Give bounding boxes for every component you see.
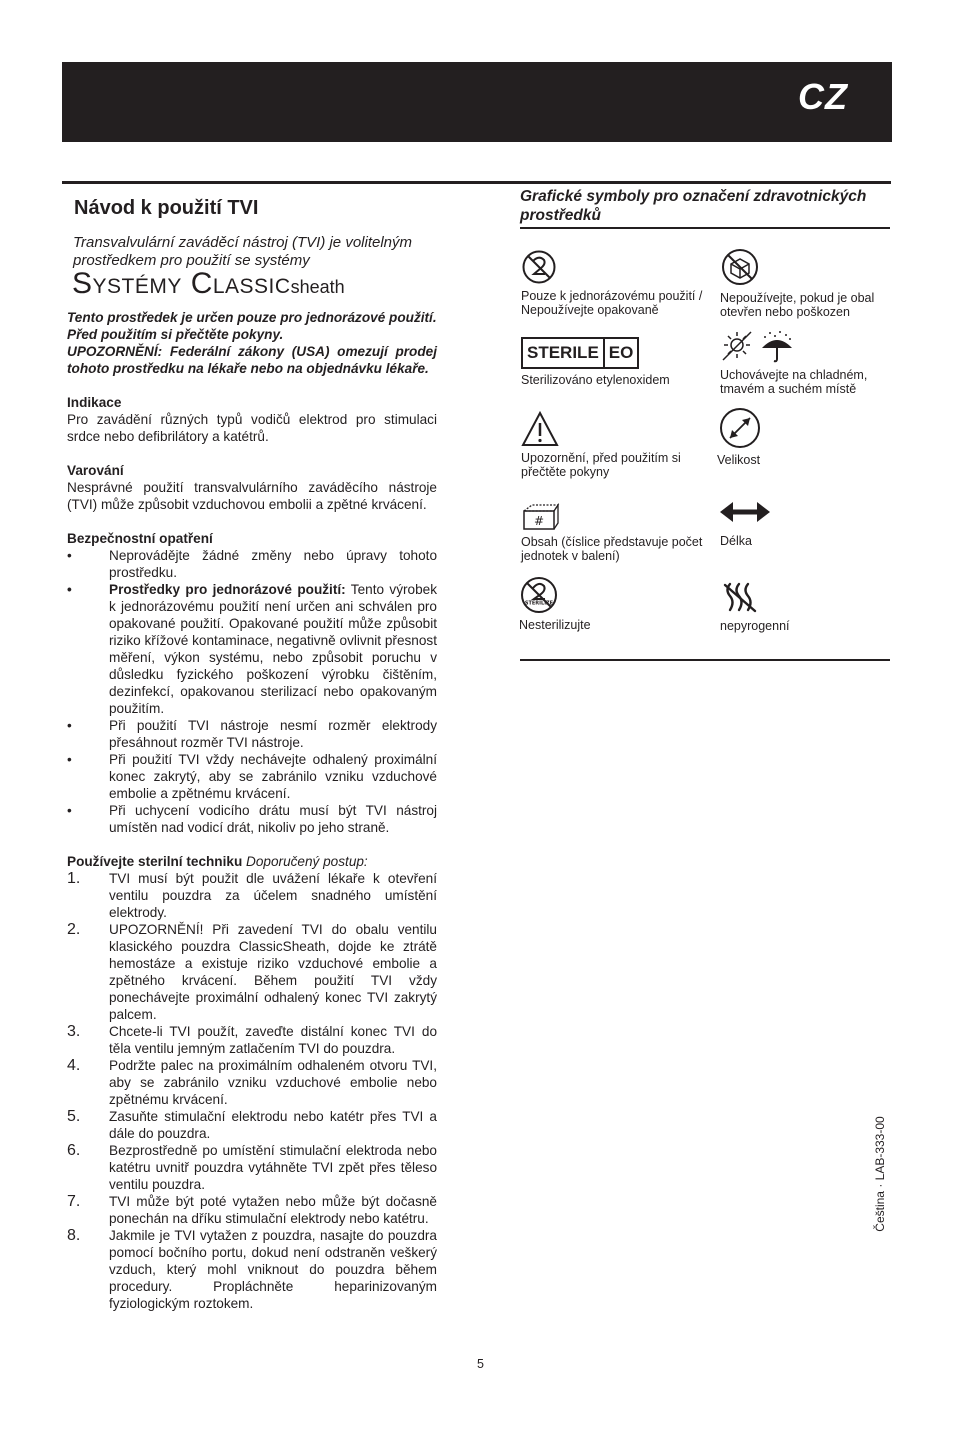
contents-icon [521, 503, 561, 531]
procedure-section [67, 853, 437, 1312]
list-item [67, 870, 437, 921]
list-item-text: Při uchycení vodicího drátu musí být TVI nástroj umístěn nad vodicí drát, nikoliv po jeho straně. [109, 803, 437, 835]
symbol-do-not-resterilize [519, 576, 709, 632]
symbol-label: Délka [720, 534, 752, 548]
list-item [67, 717, 437, 751]
symbols-column [520, 187, 890, 229]
symbol-size [717, 407, 907, 467]
list-item-text: Při použití TVI vždy nechávejte odhalený proximální konec zakrytý, aby se zabránilo vzniku vzduchové embolie a zpětnému krvácení. [109, 752, 437, 801]
step-text: Jakmile je TVI vytažen z pouzdra, nasajte do pouzdra pomocí bočního portu, dokud není odstraněn veškerý vzduch, který mohl vniknout do pouzdra během procedury. Propláchněte heparinizovaným fyziologickým roztokem. [109, 1228, 437, 1311]
instructions-column [67, 196, 437, 1312]
symbol-length [720, 500, 910, 548]
step-text: TVI musí být použit dle uvážení lékaře k otevření ventilu pouzdra za účelem snadného umístění elektrody. [109, 871, 437, 920]
list-item [67, 751, 437, 802]
symbol-label: Obsah (číslice představuje počet jednotek v balení) [521, 535, 703, 563]
list-item [67, 1057, 437, 1108]
step-number: 2. [67, 921, 81, 938]
step-text: UPOZORNĚNÍ! Při zavedení TVI do obalu ventilu klasického pouzdra ClassicSheath, dojde ke ztrátě hemostáze a existuje riziko vzduchové embolie a zpětného krvácení. Během použití TVI vždy ponechávejte proximální odhalený konec TVI zakrytý palcem. [109, 922, 437, 1022]
brand-main: Systémy Classic [72, 267, 291, 300]
warning-text: Nesprávné použití transvalvulárního zaváděcího nástroje (TVI) může způsobit vzduchovou embolii a zpětné krvácení. [67, 480, 437, 512]
language-code: CZ [798, 76, 848, 117]
damaged-package-icon [720, 247, 760, 287]
step-text: Podržte palec na proximálním odhaleném otvoru TVI, aby se zabránilo vzniku vzduchové embolie nebo zpětnému krvácení. [109, 1058, 437, 1107]
do-not-resterilize-icon [519, 576, 559, 614]
step-number: 7. [67, 1193, 81, 1210]
list-item-text: Neprovádějte žádné změny nebo úpravy tohoto prostředku. [109, 548, 437, 580]
do-not-reuse-icon [521, 249, 557, 285]
symbol-nonpyrogenic [720, 581, 910, 633]
procedure-steps [67, 870, 437, 1312]
list-item [67, 1108, 437, 1142]
step-text: Bezprostředně po umístění stimulační elektroda nebo katétru uvnitř pouzdra vytáhněte TVI zpět přes těleso ventilu pouzdra. [109, 1143, 437, 1192]
sterile-box-right: EO [603, 339, 638, 367]
symbol-label: Upozornění, před použitím si přečtěte pokyny [521, 451, 681, 479]
read-instructions-warning: Před použitím si přečtěte pokyny. [67, 327, 284, 342]
precautions-list [67, 547, 437, 836]
nonpyrogenic-icon [720, 581, 760, 615]
symbols-heading: Grafické symboly pro označení zdravotnických prostředků [520, 187, 890, 229]
warning-section [67, 462, 437, 513]
symbol-sterile-eo [521, 337, 711, 387]
symbol-label: Nepoužívejte, pokud je obal otevřen nebo poškozen [720, 291, 875, 319]
step-number: 4. [67, 1057, 81, 1074]
usage-warnings [67, 309, 437, 377]
symbol-storage [720, 330, 910, 396]
page-title: Návod k použití TVI [74, 197, 259, 219]
list-item [67, 1023, 437, 1057]
list-item [67, 547, 437, 581]
list-item [67, 581, 437, 717]
step-text: TVI může být poté vytažen nebo může být dočasně ponechán na dříku stimulační elektrody nebo katétru. [109, 1194, 437, 1226]
subtitle: Transvalvulární zaváděcí nástroj (TVI) je volitelným prostředkem pro použití se systémy [73, 234, 413, 269]
bullet-glyph: • [67, 548, 72, 563]
single-use-warning: Tento prostředek je určen pouze pro jednorázové použití. [67, 310, 437, 325]
symbol-label: Sterilizováno etylenoxidem [521, 373, 670, 387]
list-item-text: Při použití TVI nástroje nesmí rozměr elektrody přesáhnout rozměr TVI nástroje. [109, 718, 437, 750]
caution-icon [521, 411, 559, 447]
list-item [67, 1193, 437, 1227]
step-number: 8. [67, 1227, 81, 1244]
brand-name [72, 267, 437, 303]
federal-law-warning: UPOZORNĚNÍ: Federální zákony (USA) omezují prodej tohoto prostředku na lékaře nebo na objednávku lékaře. [67, 344, 437, 376]
list-item [67, 802, 437, 836]
length-icon [720, 500, 770, 524]
step-number: 3. [67, 1023, 81, 1040]
symbol-contents [521, 503, 711, 563]
indications-section [67, 394, 437, 445]
brand-suffix: sheath [290, 277, 345, 297]
step-text: Chcete-li TVI použít, zaveďte distální konec TVI do těla ventilu jemným zatlačením TVI do pouzdra. [109, 1024, 437, 1056]
page-number: 5 [477, 1357, 484, 1371]
symbol-label: Velikost [717, 453, 761, 467]
bullet-glyph: • [67, 582, 72, 597]
bullet-glyph: • [67, 752, 72, 767]
document-code: Čeština · LAB-333-00 [873, 1116, 887, 1232]
sterile-eo-icon [521, 337, 639, 369]
list-item [67, 921, 437, 1023]
procedure-heading: Používejte sterilní techniku [67, 854, 243, 869]
top-divider [62, 181, 891, 184]
resterilize-glyph: STERILIZE [524, 600, 554, 607]
symbol-caution [521, 411, 711, 479]
symbol-label: Uchovávejte na chladném, tmavém a suchém místě [720, 368, 868, 396]
symbol-label: nepyrogenní [720, 619, 790, 633]
list-item [67, 1227, 437, 1312]
procedure-heading-line [67, 853, 437, 870]
indications-heading: Indikace [67, 395, 122, 410]
contents-glyph: # [533, 514, 545, 528]
size-icon [717, 407, 763, 449]
bullet-glyph: • [67, 718, 72, 733]
sterile-box-left: STERILE [527, 343, 599, 362]
header-banner [62, 62, 892, 142]
keep-cool-dry-icon [720, 330, 800, 364]
symbol-single-use [521, 249, 711, 317]
symbol-label: Pouze k jednorázovému použití / Nepoužívejte opakovaně [521, 289, 703, 317]
step-number: 5. [67, 1108, 81, 1125]
step-number: 6. [67, 1142, 81, 1159]
precautions-section [67, 530, 437, 836]
list-item-text: Tento výrobek k jednorázovému použití není určen ani schválen pro opakované použití. Opakované použití může způsobit riziko křížové kontaminace, negativně ovlivnit přesnost měření, výkon systému, nebo způsobit poruchu v důsledku fyzického poškození výrobku čištěním, dezinfekcí, opakovanou sterilizací nebo opakovaným použitím. [109, 582, 437, 716]
step-number: 1. [67, 870, 81, 887]
warning-heading: Varování [67, 463, 124, 478]
symbols-bottom-divider [520, 659, 890, 661]
step-text: Zasuňte stimulační elektrodu nebo katétr přes TVI a dále do pouzdra. [109, 1109, 437, 1141]
symbol-damaged-package [720, 247, 910, 319]
precautions-heading: Bezpečnostní opatření [67, 531, 213, 546]
list-item-lead: Prostředky pro jednorázové použití: [109, 582, 346, 597]
list-item [67, 1142, 437, 1193]
bullet-glyph: • [67, 803, 72, 818]
procedure-subheading: Doporučený postup: [246, 854, 368, 869]
symbol-label: Nesterilizujte [519, 618, 591, 632]
indications-text: Pro zavádění různých typů vodičů elektrod pro stimulaci srdce nebo defibrilátory a katétrů. [67, 412, 437, 444]
